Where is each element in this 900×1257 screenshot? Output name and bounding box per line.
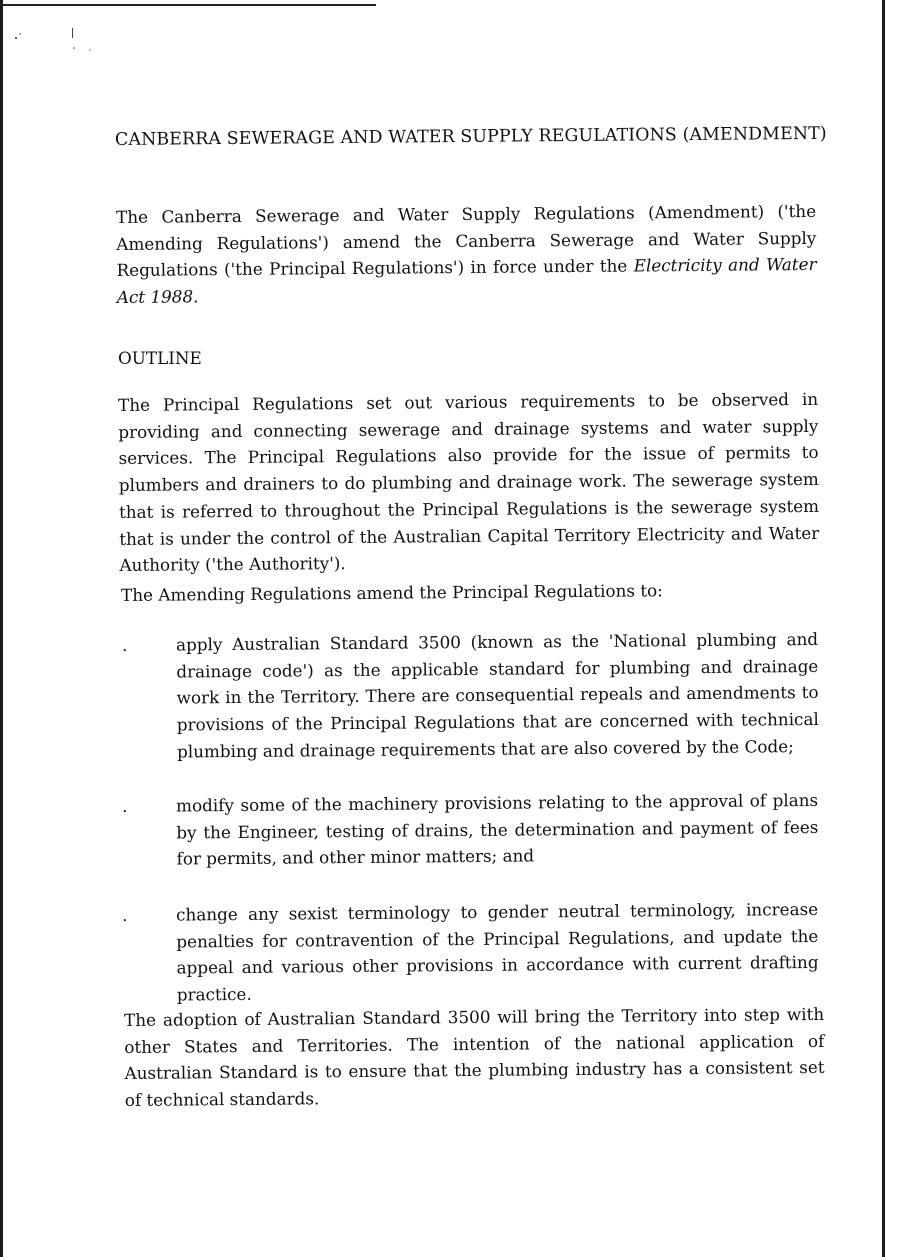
intro-text: The Canberra Sewerage and Water Supply Regulations (Amendment) ('the Amending Regulations') amend the Canberra Sewerage and Water Supply Regulations ('the Principal Regulations') in force under the [116, 200, 817, 281]
document-title: CANBERRA SEWERAGE AND WATER SUPPLY REGULATIONS (AMENDMENT) [114, 123, 827, 150]
bullet-text: modify some of the machinery provisions relating to the approval of plans by the Engineer, testing of drains, the determination and payment of fees for permits, and other minor matters; and [176, 789, 819, 869]
closing-paragraph: The adoption of Australian Standard 3500 will bring the Territory into step with other States and Territories. The intention of the national application of Australian Standard is to ensure that the plumbing industry has a consistent set of technical standards. [124, 1003, 825, 1111]
bullet-item [122, 896, 822, 1005]
bullet-item [122, 626, 822, 762]
scan-specks [10, 24, 110, 64]
intro-paragraph [116, 198, 817, 311]
scan-left-edge [0, 0, 3, 1257]
outline-heading: OUTLINE [118, 348, 202, 368]
act-name: Electricity and Water Act 1988 [116, 254, 817, 308]
intro-end: . [193, 286, 199, 307]
bullet-item [122, 787, 822, 869]
outline-paragraph: The Principal Regulations set out various requirements to be observed in providing and connecting sewerage and drainage systems and water supply services. The Principal Regulations also provide for the issue of permits to plumbers and drainers to do plumbing and drainage work. The sewerage system that is referred to throughout the Principal Regulations is the sewerage system that is under the control of the Australian Capital Territory Electricity and Water Authority ('the Authority'). [118, 388, 820, 576]
bullet-text: apply Australian Standard 3500 (known as the 'National plumbing and drainage code') as the applicable standard for plumbing and drainage work in the Territory. There are consequential repeals and amendments to provisions of the Principal Regulations that are concerned with technical plumbing and drainage requirements that are also covered by the Code; [176, 628, 819, 762]
bullet-text: change any sexist terminology to gender neutral terminology, increase penalties for contravention of the Principal Regulations, and update the appeal and various other provisions in accordance with current drafting practice. [176, 898, 819, 1005]
scan-top-line [0, 4, 376, 6]
bullet-marker: . [122, 634, 128, 655]
bullet-marker: . [122, 904, 128, 925]
scan-right-edge [882, 0, 885, 1257]
amend-intro-paragraph: The Amending Regulations amend the Principal Regulations to: [121, 580, 663, 605]
bullet-marker: . [122, 795, 128, 816]
